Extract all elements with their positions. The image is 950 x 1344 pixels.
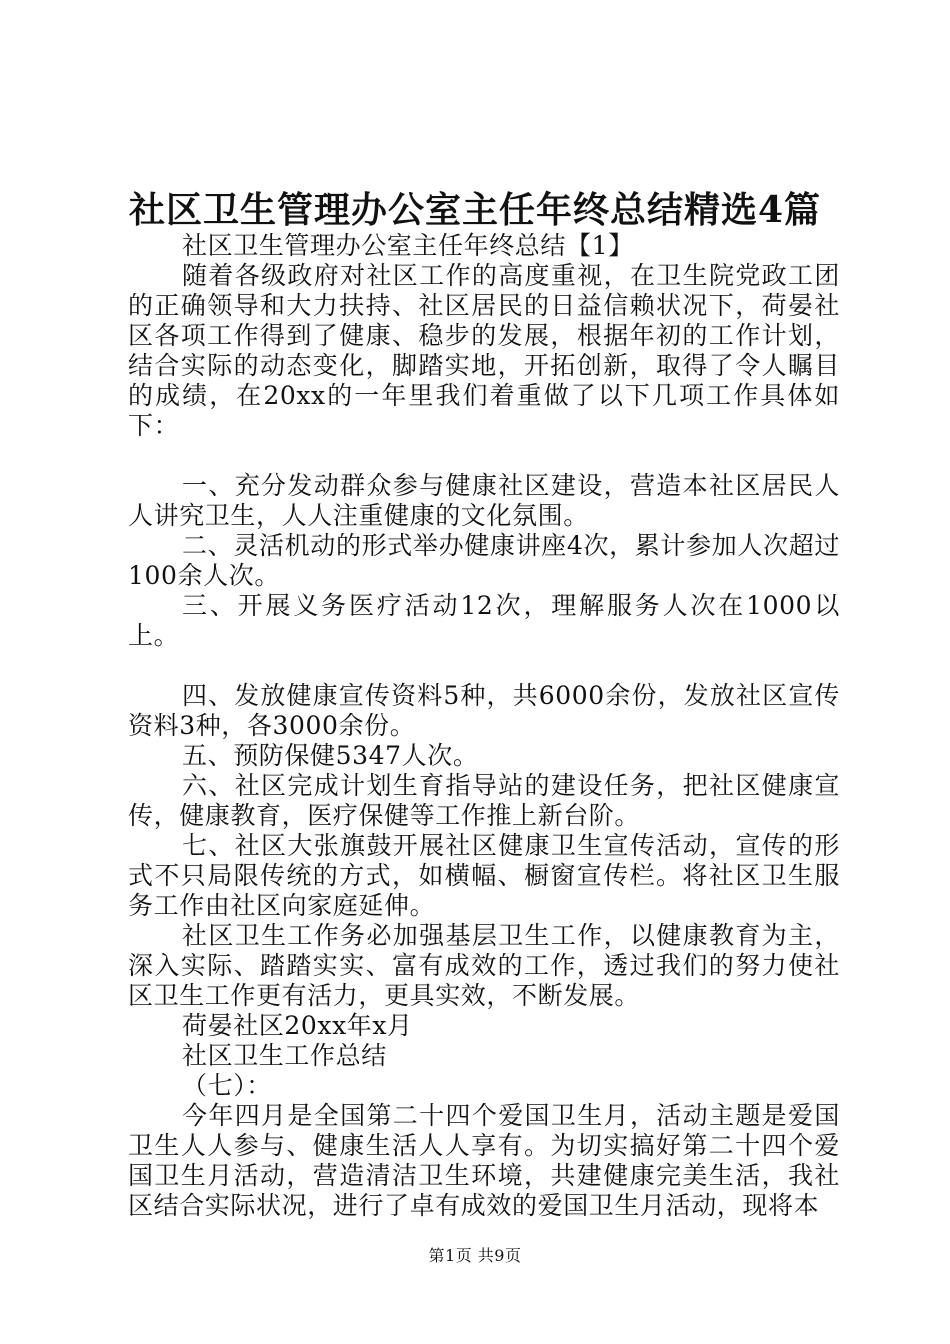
section-number: （七）： bbox=[182, 1071, 272, 1100]
intro-paragraph: 随着各级政府对社区工作的高度重视，在卫生院党政工团的正确领导和大力扶持、社区居民的日益信赖状况下，荷晏社区各项工作得到了健康、稳步的发展，根据年初的工作计划，结合实际的动态变化，脚踏实地，开拓创新，取得了令人瞩目的成绩，在20xx的一年里我们着重做了以下几项工作具体如下： bbox=[128, 261, 840, 440]
april-paragraph: 今年四月是全国第二十四个爱国卫生月，活动主题是爱国卫生人人参与、健康生活人人享有。为切实搞好第二十四个爱国卫生月活动，营造清洁卫生环境，共建健康完美生活，我社区结合实际状况，进行了卓有成效的爱国卫生月活动，现将本 bbox=[128, 1101, 840, 1220]
document-title: 社区卫生管理办公室主任年终总结精选4篇 bbox=[128, 189, 822, 231]
conclusion-paragraph: 社区卫生工作务必加强基层卫生工作，以健康教育为主，深入实际、踏踏实实、富有成效的工作，透过我们的努力使社区卫生工作更有活力，更具实效，不断发展。 bbox=[128, 921, 840, 1010]
item-6-paragraph: 六、社区完成计划生育指导站的建设任务，把社区健康宣传，健康教育，医疗保健等工作推上新台阶。 bbox=[128, 771, 840, 830]
item-3-paragraph: 三、开展义务医疗活动12次，理解服务人次在1000以上。 bbox=[128, 591, 840, 650]
signature-date: 荷晏社区20xx年x月 bbox=[182, 1011, 413, 1040]
item-1-paragraph: 一、充分发动群众参与健康社区建设，营造本社区居民人人讲究卫生，人人注重健康的文化氛围。 bbox=[128, 471, 840, 530]
section-heading-2: 社区卫生工作总结 bbox=[182, 1041, 387, 1070]
item-2-paragraph: 二、灵活机动的形式举办健康讲座4次，累计参加人次超过100余人次。 bbox=[128, 531, 840, 590]
item-4-paragraph: 四、发放健康宣传资料5种，共6000余份，发放社区宣传资料3种，各3000余份。 bbox=[128, 681, 840, 740]
item-7-paragraph: 七、社区大张旗鼓开展社区健康卫生宣传活动，宣传的形式不只局限传统的方式，如横幅、橱窗宣传栏。将社区卫生服务工作由社区向家庭延伸。 bbox=[128, 831, 840, 920]
item-5-paragraph: 五、预防保健5347人次。 bbox=[182, 741, 479, 770]
page-footer: 第1页 共9页 bbox=[428, 1246, 522, 1265]
section-heading: 社区卫生管理办公室主任年终总结【1】 bbox=[182, 231, 634, 260]
document-body bbox=[128, 231, 840, 1221]
